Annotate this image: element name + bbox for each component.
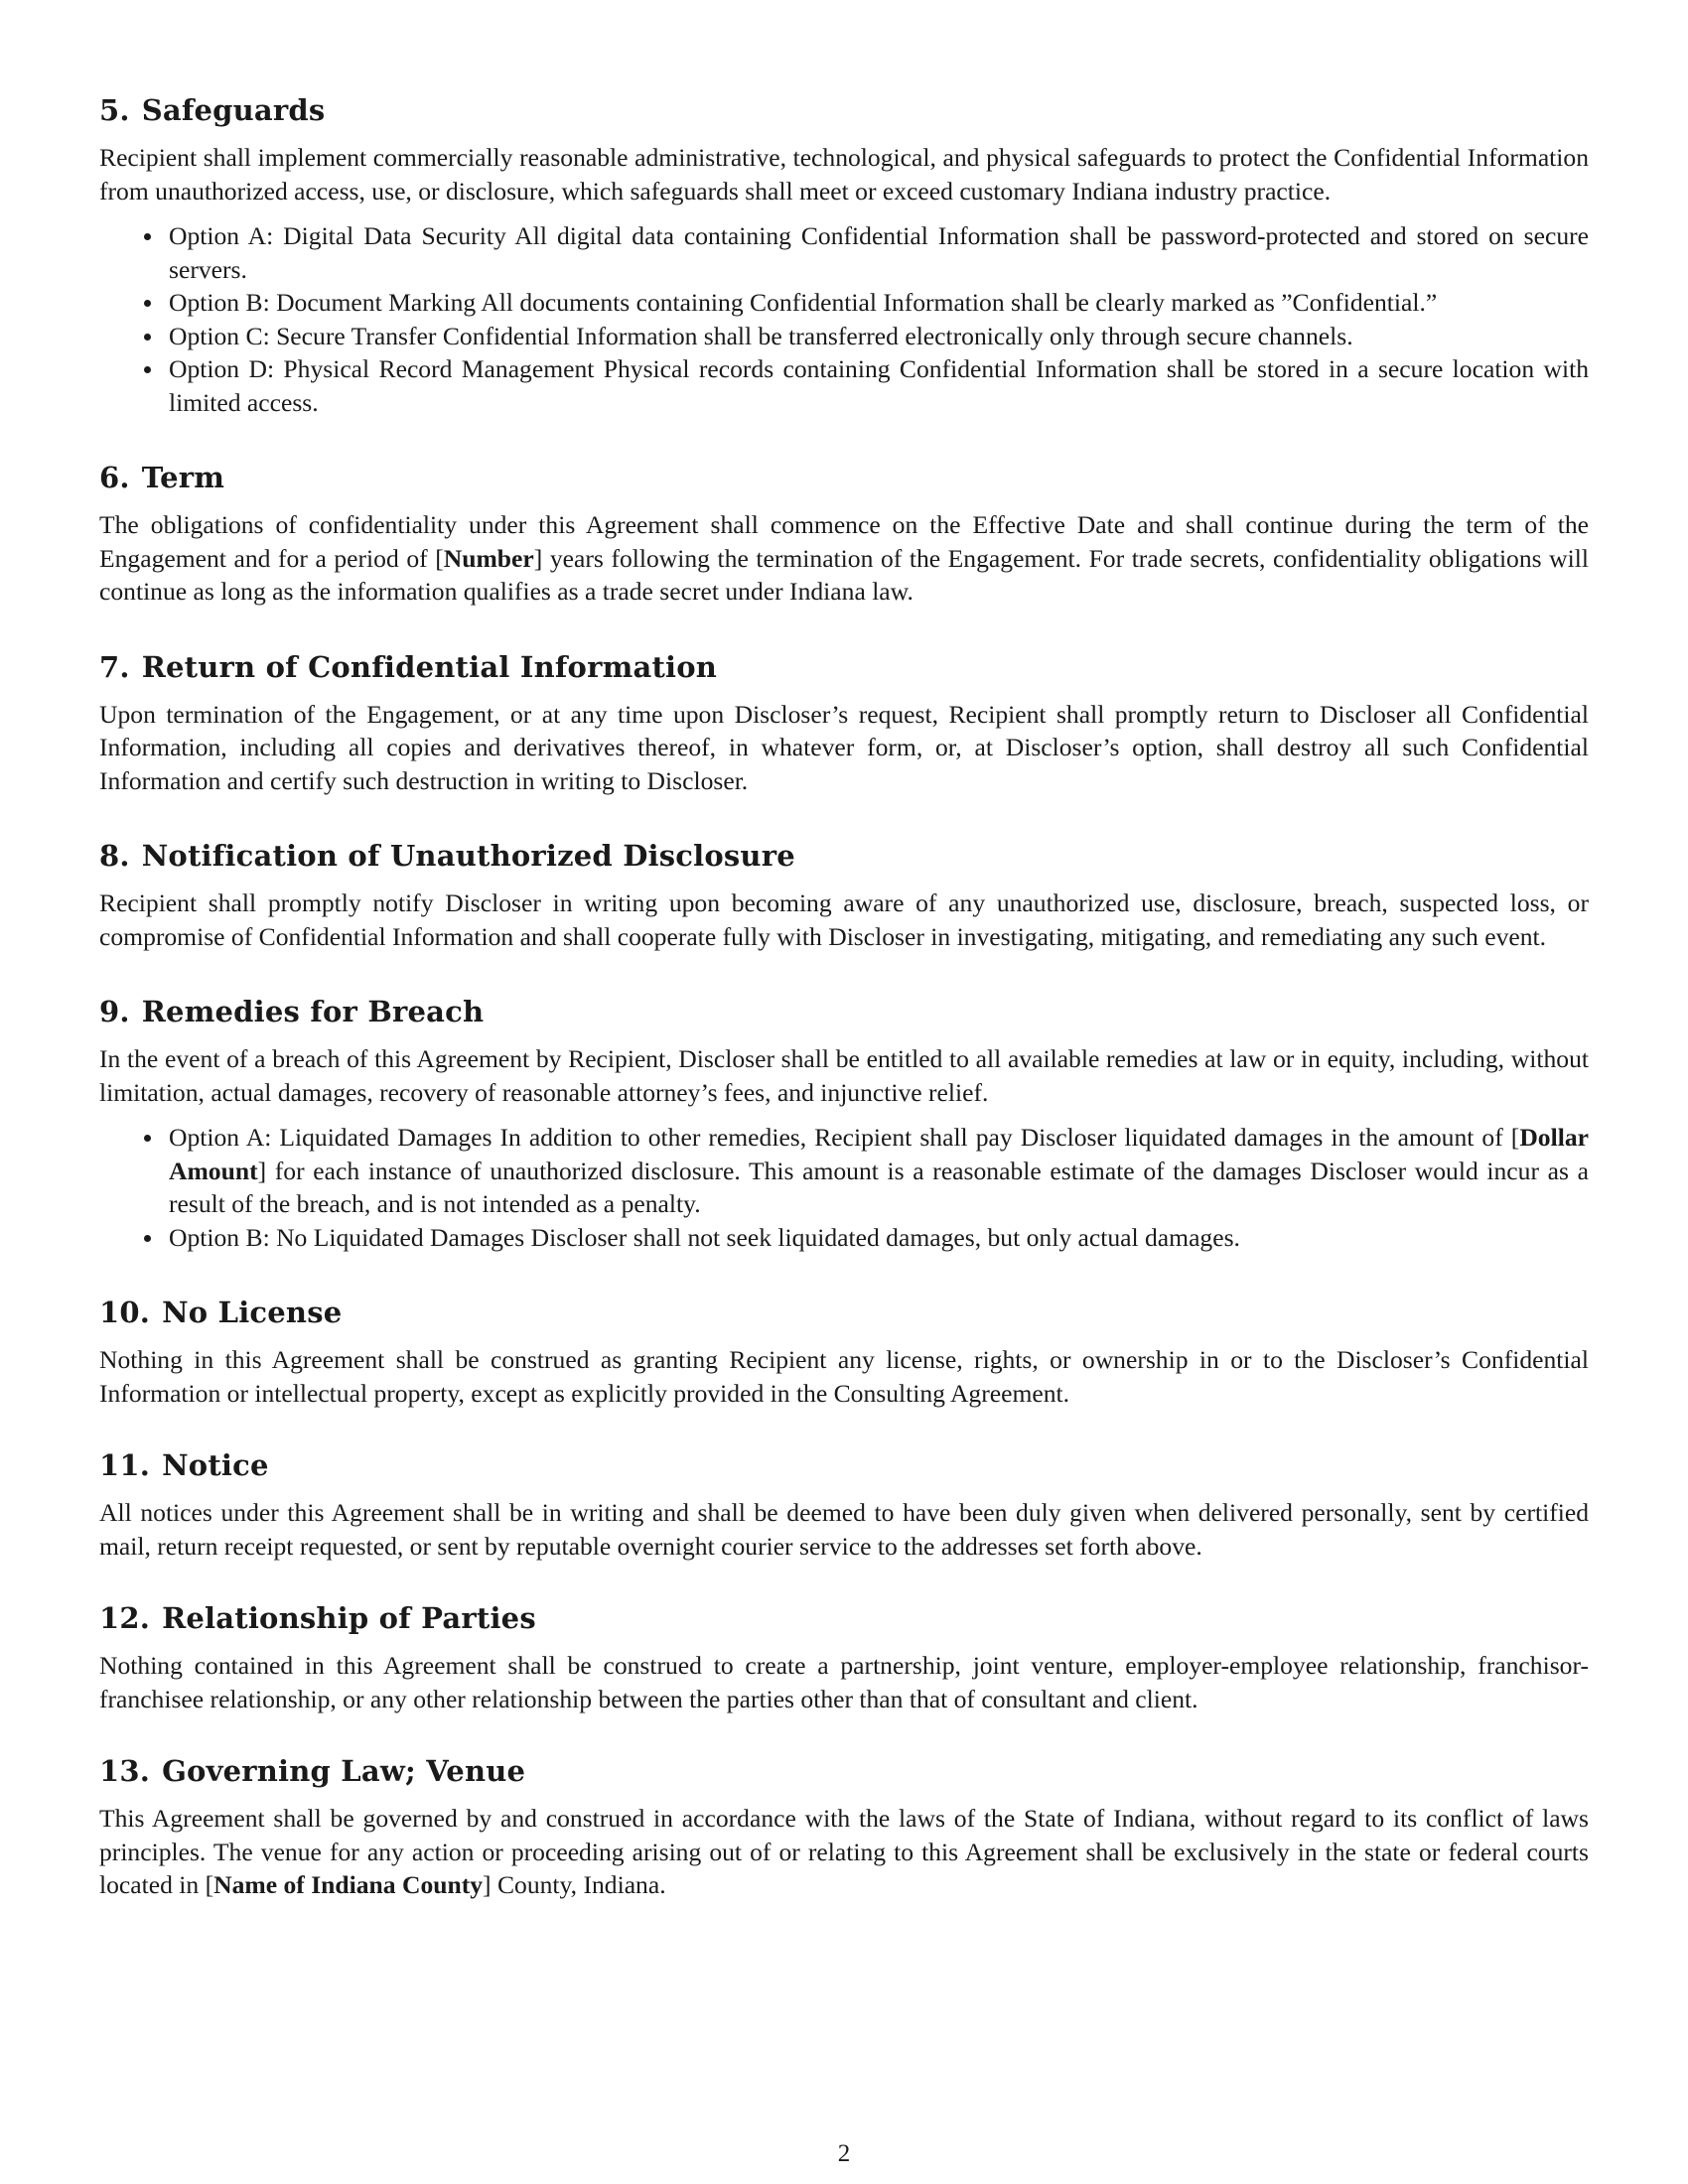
body-text: ] years following the termination of the Engagement. For trade secrets, confidentiality obligations will continue as long as the information qualifies as a trade secret under Indiana law. <box>99 543 1589 606</box>
section-title: Notice <box>162 1448 269 1482</box>
options-list <box>99 219 1589 419</box>
section-body: In the event of a breach of this Agreement by Recipient, Discloser shall be entitled to all available remedies at law or in equity, including, without limitation, actual damages, recovery of reasonable attorney’s fees, and injunctive relief. <box>99 1044 1589 1107</box>
section-notice <box>99 1446 1589 1563</box>
section-heading <box>99 837 1589 875</box>
option-item: Option A: Digital Data Security All digital data containing Confidential Information shall be password-protected and stored on secure servers. <box>169 219 1589 286</box>
section-title: Safeguards <box>141 93 326 127</box>
body-text: ] for each instance of unauthorized disclosure. This amount is a reasonable estimate of the damages Discloser would incur as a result of the breach, and is not intended as a penalty. <box>169 1156 1589 1218</box>
section-heading <box>99 648 1589 686</box>
section-title: Governing Law; Venue <box>162 1754 526 1788</box>
section-heading <box>99 91 1589 129</box>
option-item: Option D: Physical Record Management Physical records containing Confidential Information shall be stored in a secure location with limited access. <box>169 352 1589 419</box>
placeholder-county-name: Name of Indiana County <box>213 1870 484 1899</box>
section-heading <box>99 1752 1589 1790</box>
section-term <box>99 459 1589 609</box>
section-title: Remedies for Breach <box>141 995 485 1028</box>
option-item: Option C: Secure Transfer Confidential Information shall be transferred electronically only through secure channels. <box>169 320 1589 353</box>
section-governing-law-venue <box>99 1752 1589 1902</box>
section-relationship-of-parties <box>99 1599 1589 1715</box>
section-title: No License <box>162 1296 343 1329</box>
section-number: 7. <box>99 649 130 684</box>
section-no-license <box>99 1294 1589 1410</box>
page-number: 2 <box>837 2140 851 2167</box>
body-text: ] County, Indiana. <box>483 1870 666 1899</box>
section-heading <box>99 1294 1589 1331</box>
option-item: Option B: Document Marking All documents containing Confidential Information shall be clearly marked as ”Confidential.” <box>169 286 1589 320</box>
section-number: 9. <box>99 995 130 1028</box>
section-number: 6. <box>99 461 130 494</box>
section-remedies-for-breach <box>99 993 1589 1254</box>
section-number: 13. <box>99 1754 151 1788</box>
option-item <box>169 1121 1589 1221</box>
section-body: Upon termination of the Engagement, or at any time upon Discloser’s request, Recipient shall promptly return to Discloser all Confidential Information, including all copies and derivatives thereof, in whatever form, or, at Discloser’s option, shall destroy all such Confidential Information and certify such destruction in writing to Discloser. <box>99 699 1589 795</box>
section-heading <box>99 1599 1589 1637</box>
section-body <box>99 1802 1589 1902</box>
options-list <box>99 1121 1589 1254</box>
section-number: 11. <box>99 1448 151 1482</box>
section-heading <box>99 459 1589 496</box>
section-number: 10. <box>99 1296 151 1329</box>
section-body: All notices under this Agreement shall be in writing and shall be deemed to have been duly given when delivered personally, sent by certified mail, return receipt requested, or sent by reputable overnight courier service to the addresses set forth above. <box>99 1498 1589 1561</box>
section-body <box>99 508 1589 609</box>
section-body: Nothing in this Agreement shall be construed as granting Recipient any license, rights, or ownership in or to the Discloser’s Confidential Information or intellectual property, except as explicitly provided in the Consulting Agreement. <box>99 1345 1589 1408</box>
section-return-of-confidential-information <box>99 648 1589 798</box>
section-title: Relationship of Parties <box>162 1601 536 1635</box>
section-number: 5. <box>99 93 130 127</box>
section-heading <box>99 1446 1589 1484</box>
section-notification-of-unauthorized-disclosure <box>99 837 1589 953</box>
body-text: This Agreement shall be governed by and construed in accordance with the laws of the State of Indiana, without regard to its conflict of laws principles. The venue for any action or proceeding arising out of or relating to this Agreement shall be exclusively in the state or federal courts located in [ <box>99 1804 1589 1899</box>
document-page <box>99 91 1589 1902</box>
placeholder-dollar-amount: Dollar Amount <box>169 1123 1589 1185</box>
section-number: 8. <box>99 839 130 873</box>
section-heading <box>99 993 1589 1030</box>
body-text: Option A: Liquidated Damages In addition to other remedies, Recipient shall pay Discloser liquidated damages in the amount of [ <box>169 1123 1520 1152</box>
option-item: Option B: No Liquidated Damages Discloser shall not seek liquidated damages, but only actual damages. <box>169 1221 1589 1255</box>
section-body: Recipient shall implement commercially reasonable administrative, technological, and physical safeguards to protect the Confidential Information from unauthorized access, use, or disclosure, which safeguards shall meet or exceed customary Indiana industry practice. <box>99 143 1589 205</box>
section-body: Nothing contained in this Agreement shall be construed to create a partnership, joint venture, employer-employee relationship, franchisor-franchisee relationship, or any other relationship between the parties other than that of consultant and client. <box>99 1651 1589 1713</box>
section-body: Recipient shall promptly notify Discloser in writing upon becoming aware of any unauthorized use, disclosure, breach, suspected loss, or compromise of Confidential Information and shall cooperate fully with Discloser in investigating, mitigating, and remediating any such event. <box>99 888 1589 951</box>
body-text: The obligations of confidentiality under this Agreement shall commence on the Effective Date and shall continue during the term of the Engagement and for a period of [ <box>99 510 1589 573</box>
placeholder-number: Number <box>443 543 534 573</box>
section-title: Term <box>141 461 225 494</box>
section-title: Return of Confidential Information <box>141 649 718 684</box>
section-title: Notification of Unauthorized Disclosure <box>141 839 795 873</box>
section-safeguards <box>99 91 1589 419</box>
section-number: 12. <box>99 1601 151 1635</box>
